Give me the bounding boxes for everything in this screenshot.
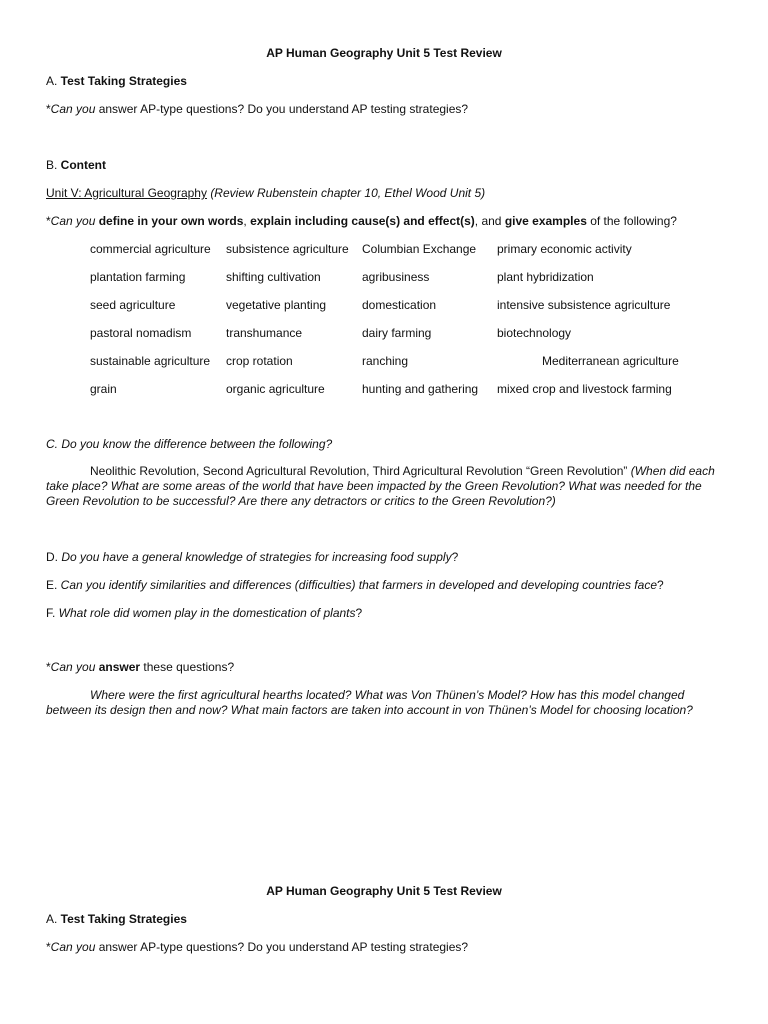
star-marker: *	[46, 660, 51, 674]
term: commercial agriculture	[90, 242, 211, 256]
term: dairy farming	[362, 326, 432, 340]
repeat-section-a-question	[46, 940, 468, 955]
section-a-question	[46, 102, 468, 117]
section-d-suffix: ?	[451, 550, 459, 564]
hearths-questions: Where were the first agricultural hearths located? What was Von Thünen’s Model? How has this model changed between its design then and now? What main factors are taken into account in von Thünen’s Model for choosing location?	[46, 688, 693, 717]
star-marker: *	[46, 940, 51, 954]
term: grain	[90, 382, 117, 396]
can-you-italic: Can you	[50, 102, 96, 116]
can-you-italic: Can you	[50, 660, 96, 674]
define-bold: define in your own words	[95, 214, 244, 228]
answer-rest: these questions?	[140, 660, 235, 674]
term: seed agriculture	[90, 298, 176, 312]
revolutions-questions: (When did each take place? What are some areas of the world that have been impacted by the Green Revolution? What was needed for the Green Revolution to be successful? Are there any detractors or critics to the Green Revolution?)	[46, 464, 715, 508]
can-you-italic: Can you	[50, 940, 96, 954]
section-f-text: What role did women play in the domestication of plants	[58, 606, 356, 620]
question-text: answer AP-type questions? Do you understand AP testing strategies?	[95, 102, 469, 116]
unit-title: Unit V: Agricultural Geography	[46, 186, 207, 200]
define-tail: of the following?	[586, 214, 677, 228]
term: crop rotation	[226, 354, 293, 368]
term: Mediterranean agriculture	[542, 354, 679, 368]
define-sep-1: ,	[243, 214, 251, 228]
define-instruction	[46, 214, 677, 229]
term: subsistence agriculture	[226, 242, 349, 256]
section-e-prefix: E.	[46, 578, 61, 592]
define-sep-2: , and	[474, 214, 505, 228]
section-f-suffix: ?	[355, 606, 363, 620]
term: domestication	[362, 298, 437, 312]
term: sustainable agriculture	[90, 354, 211, 368]
term: intensive subsistence agriculture	[497, 298, 671, 312]
section-c-heading	[46, 437, 332, 452]
question-text: answer AP-type questions? Do you understand AP testing strategies?	[95, 940, 469, 954]
section-b-title: Content	[60, 158, 106, 172]
term: shifting cultivation	[226, 270, 321, 284]
term: plantation farming	[90, 270, 186, 284]
star-marker: *	[46, 102, 51, 116]
section-e-suffix: ?	[657, 578, 664, 592]
term: pastoral nomadism	[90, 326, 192, 340]
section-f	[46, 606, 362, 621]
section-a-prefix: A.	[46, 912, 61, 926]
term: plant hybridization	[497, 270, 594, 284]
term: ranching	[362, 354, 409, 368]
section-d-text: Do you have a general knowledge of strategies for increasing food supply	[61, 550, 452, 564]
section-f-prefix: F.	[46, 606, 59, 620]
repeat-page-title: AP Human Geography Unit 5 Test Review	[266, 884, 502, 898]
star-marker: *	[46, 214, 51, 228]
hearths-paragraph	[46, 688, 722, 718]
section-b-heading	[46, 158, 106, 173]
section-e-text: Can you identify similarities and differences (difficulties) that farmers in developed and developing countries face	[60, 578, 657, 592]
section-c-text: C. Do you know the difference between the following?	[46, 437, 333, 451]
section-a-title: Test Taking Strategies	[60, 74, 187, 88]
page-title: AP Human Geography Unit 5 Test Review	[266, 46, 502, 60]
revolutions-paragraph	[46, 464, 722, 509]
section-a-title: Test Taking Strategies	[60, 912, 187, 926]
term: hunting and gathering	[362, 382, 479, 396]
term: transhumance	[226, 326, 303, 340]
section-e	[46, 578, 664, 593]
term: biotechnology	[497, 326, 572, 340]
revolutions-list: Neolithic Revolution, Second Agricultural Revolution, Third Agricultural Revolution “Green Revolution”	[90, 464, 628, 478]
unit-line	[46, 186, 485, 201]
repeat-section-a-heading	[46, 912, 187, 927]
term: primary economic activity	[497, 242, 632, 256]
term: mixed crop and livestock farming	[497, 382, 672, 396]
section-d-prefix: D.	[46, 550, 62, 564]
term: Columbian Exchange	[362, 242, 477, 256]
term: organic agriculture	[226, 382, 325, 396]
examples-bold: give examples	[504, 214, 587, 228]
can-you-italic: Can you	[50, 214, 96, 228]
answer-instruction	[46, 660, 234, 675]
term: vegetative planting	[226, 298, 327, 312]
explain-bold: explain including cause(s) and effect(s)	[250, 214, 475, 228]
section-a-prefix: A.	[46, 74, 61, 88]
term: agribusiness	[362, 270, 430, 284]
section-a-heading	[46, 74, 187, 89]
unit-reference: (Review Rubenstein chapter 10, Ethel Wood Unit 5)	[210, 186, 486, 200]
section-d	[46, 550, 458, 565]
answer-bold: answer	[95, 660, 141, 674]
section-b-prefix: B.	[46, 158, 61, 172]
